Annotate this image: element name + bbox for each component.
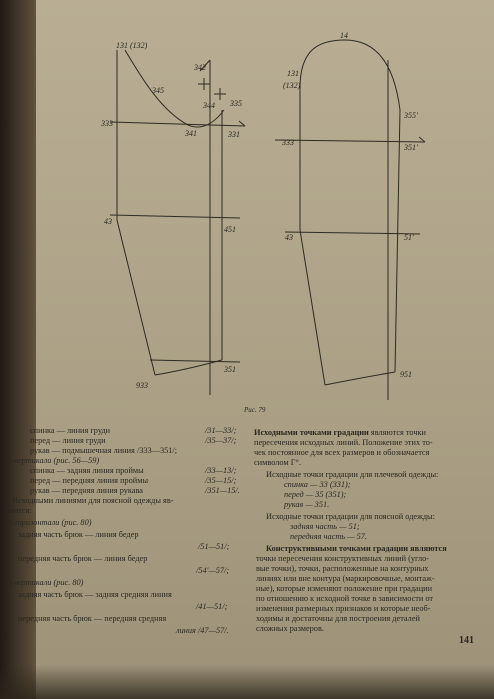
label-14: 14: [340, 31, 348, 40]
left-hip-line: [110, 215, 240, 218]
left-line-3: рукав — подмышечная линия /333—351/;: [30, 446, 178, 455]
right-hip-line: [285, 232, 420, 234]
label-351-prime: 351': [404, 143, 418, 152]
left-line-14: /54'—57/;: [196, 566, 230, 575]
label-355: 355': [404, 111, 418, 120]
right-line-20: сложных размеров.: [256, 624, 324, 633]
label-335: 335: [230, 99, 242, 108]
label-351: 351: [224, 365, 236, 374]
right-hem-curve: [325, 372, 395, 385]
right-line-7: перед — 35 (351);: [284, 490, 347, 499]
label-131: 131 (132): [116, 41, 148, 50]
right-line-8: рукав — 351.: [284, 500, 330, 509]
label-345: 345: [152, 86, 164, 95]
left-hem-curve: [155, 360, 222, 375]
page-number: 141: [459, 635, 474, 646]
label-951: 951: [400, 370, 412, 379]
left-line-7: рукав — передняя линия рукава: [30, 486, 143, 495]
left-line-8: Исходными линиями для поясной одежды яв-: [12, 496, 174, 505]
label-331: 331: [228, 130, 240, 139]
left-line-7-ref: /351—15/.: [205, 486, 240, 495]
left-line-19: линия /47—57/.: [176, 626, 229, 635]
right-line-16: ные), которые изменяют положение при градации: [256, 584, 433, 593]
left-line-16: задняя часть брюк — задняя средняя линия: [18, 590, 172, 599]
left-line-18: передняя часть брюк — передняя средняя: [18, 614, 167, 623]
right-line-1: Исходными точками градации являются точки: [254, 428, 426, 437]
label-341: 341: [185, 129, 197, 138]
right-line-13: точки пересечения конструктивных линий (угло-: [256, 554, 430, 563]
label-r43: 43: [285, 233, 293, 242]
right-lower-slant: [300, 230, 325, 385]
right-line-19: ходимы и достаточны для построения деталей: [256, 614, 420, 623]
left-line-5-ref: /33—13/;: [205, 466, 237, 475]
label-333: 333: [101, 119, 113, 128]
label-933: 933: [136, 381, 148, 390]
right-line-5: Исходные точки градации для плечевой одежды:: [266, 470, 439, 479]
bottom-shadow: [0, 665, 494, 699]
right-cap-curve: [300, 40, 400, 110]
left-line-2: перед — линия груди: [30, 436, 106, 445]
left-line-12: /51—51/;: [198, 542, 230, 551]
left-line-1-ref: /31—33/;: [205, 426, 237, 435]
left-line-11: задняя часть брюк — линия бедер: [18, 530, 139, 539]
label-r131: 131: [287, 69, 299, 78]
right-line-12: Конструктивными точками градации являются: [266, 544, 447, 553]
right-line-6: спинка — 33 (331);: [284, 480, 351, 489]
left-lower-slant-line: [117, 220, 155, 375]
left-line-6: перед — передняя линия проймы: [30, 476, 149, 485]
right-right-vertical: [395, 110, 400, 372]
right-line-9: Исходные точки градации для поясной одежды:: [266, 512, 435, 521]
right-line-15: линиях или вне контура (маркировочные, монтаж-: [256, 574, 435, 583]
figure-caption: Рис. 79: [244, 406, 266, 414]
right-line-11: передняя часть — 57.: [290, 532, 368, 541]
right-horizontal-axis: [275, 140, 425, 142]
left-axis-arrow-b: [239, 121, 245, 126]
right-line-17: по отношению к исходной точке в зависимости от: [256, 594, 434, 603]
label-r132: (132): [283, 81, 301, 90]
left-line-10: по горизонтали (рис. 80): [4, 518, 92, 527]
label-51: 51': [404, 233, 414, 242]
label-344: 344: [203, 101, 215, 110]
right-axis-arrow: [419, 137, 425, 142]
right-line-4: символом Г°.: [254, 458, 301, 467]
left-line-13: передняя часть брюк — линия бедер: [18, 554, 148, 563]
label-342: 342: [194, 63, 206, 72]
right-line-2: пересечения исходных линий. Положение этих то-: [254, 438, 433, 447]
left-horizontal-axis: [110, 122, 245, 126]
left-line-9: ляются:: [4, 506, 32, 515]
right-line-3: чек постоянное для всех размеров и обозначается: [254, 448, 430, 457]
left-line-15: по вертикали (рис. 80): [4, 578, 84, 587]
left-line-2-ref: /35—37/;: [205, 436, 237, 445]
label-43: 43: [104, 217, 112, 226]
left-line-6-ref: /35—15/;: [205, 476, 237, 485]
right-line-18: изменения размерных признаков и которые необ-: [256, 604, 431, 613]
label-r333: 333: [282, 138, 294, 147]
left-bottom-line: [150, 360, 240, 362]
right-line-14: вые точки), точки, расположенные на контурных: [256, 564, 429, 573]
left-line-17: /41—51/;: [196, 602, 228, 611]
label-451: 451: [224, 225, 236, 234]
left-line-1: спинка — линия груди: [30, 426, 111, 435]
right-line-10: задняя часть — 51;: [290, 522, 360, 531]
left-line-4: по вертикали (рис. 56—59): [4, 456, 100, 465]
left-line-5: спинка — задняя линия проймы: [30, 466, 144, 475]
